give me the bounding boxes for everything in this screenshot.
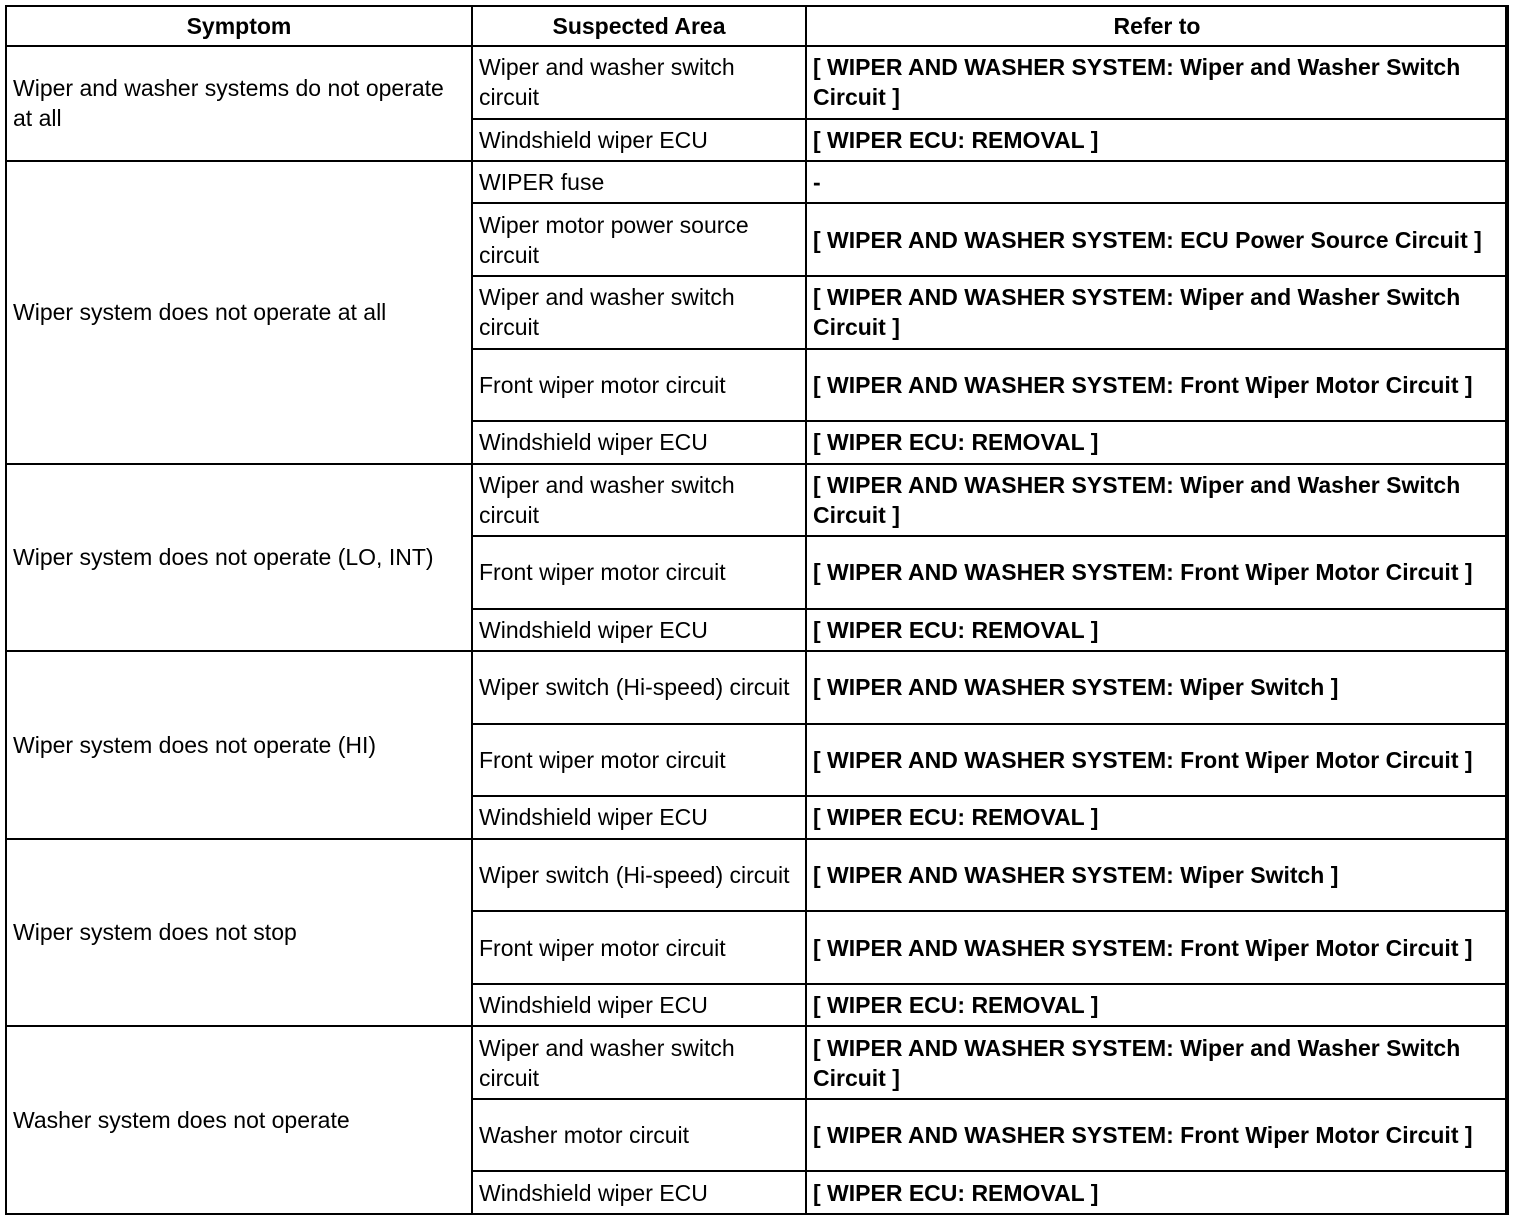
suspected-area-cell: Wiper motor power source circuit (472, 203, 806, 276)
refer-to-cell: [ WIPER ECU: REMOVAL ] (806, 609, 1508, 651)
refer-to-cell: [ WIPER AND WASHER SYSTEM: ECU Power Source Circuit ] (806, 203, 1508, 276)
troubleshooting-table (5, 5, 1509, 1215)
header-suspected-area: Suspected Area (472, 6, 806, 46)
refer-to-cell: [ WIPER AND WASHER SYSTEM: Wiper Switch ] (806, 839, 1508, 912)
refer-to-cell: - (806, 161, 1508, 203)
refer-to-cell: [ WIPER AND WASHER SYSTEM: Wiper and Washer Switch Circuit ] (806, 464, 1508, 537)
suspected-area-cell: Wiper and washer switch circuit (472, 276, 806, 349)
suspected-area-cell: Front wiper motor circuit (472, 349, 806, 422)
suspected-area-cell: Windshield wiper ECU (472, 984, 806, 1026)
header-refer-to: Refer to (806, 6, 1508, 46)
refer-to-cell: [ WIPER AND WASHER SYSTEM: Wiper and Washer Switch Circuit ] (806, 276, 1508, 349)
suspected-area-cell: Wiper and washer switch circuit (472, 1026, 806, 1099)
suspected-area-cell: Windshield wiper ECU (472, 119, 806, 161)
refer-to-cell: [ WIPER ECU: REMOVAL ] (806, 1171, 1508, 1214)
refer-to-cell: [ WIPER AND WASHER SYSTEM: Front Wiper Motor Circuit ] (806, 536, 1508, 609)
table-row (6, 161, 1508, 203)
table-row (6, 839, 1508, 912)
suspected-area-cell: WIPER fuse (472, 161, 806, 203)
suspected-area-cell: Windshield wiper ECU (472, 609, 806, 651)
symptom-cell: Wiper system does not operate (HI) (6, 651, 472, 839)
refer-to-cell: [ WIPER ECU: REMOVAL ] (806, 984, 1508, 1026)
header-symptom: Symptom (6, 6, 472, 46)
table-row (6, 1026, 1508, 1099)
refer-to-cell: [ WIPER AND WASHER SYSTEM: Front Wiper Motor Circuit ] (806, 1099, 1508, 1172)
suspected-area-cell: Front wiper motor circuit (472, 724, 806, 797)
symptom-cell: Wiper system does not stop (6, 839, 472, 1027)
refer-to-cell: [ WIPER ECU: REMOVAL ] (806, 421, 1508, 463)
refer-to-cell: [ WIPER AND WASHER SYSTEM: Front Wiper Motor Circuit ] (806, 349, 1508, 422)
header-row (6, 6, 1508, 46)
symptom-cell: Washer system does not operate (6, 1026, 472, 1214)
suspected-area-cell: Front wiper motor circuit (472, 536, 806, 609)
suspected-area-cell: Wiper and washer switch circuit (472, 464, 806, 537)
symptom-cell: Wiper system does not operate at all (6, 161, 472, 464)
suspected-area-cell: Windshield wiper ECU (472, 421, 806, 463)
table-row (6, 464, 1508, 537)
suspected-area-cell: Wiper switch (Hi-speed) circuit (472, 839, 806, 912)
symptom-cell: Wiper and washer systems do not operate at all (6, 46, 472, 161)
refer-to-cell: [ WIPER AND WASHER SYSTEM: Front Wiper Motor Circuit ] (806, 724, 1508, 797)
table-row (6, 46, 1508, 119)
refer-to-cell: [ WIPER ECU: REMOVAL ] (806, 119, 1508, 161)
refer-to-cell: [ WIPER AND WASHER SYSTEM: Wiper and Washer Switch Circuit ] (806, 1026, 1508, 1099)
suspected-area-cell: Windshield wiper ECU (472, 796, 806, 838)
suspected-area-cell: Wiper and washer switch circuit (472, 46, 806, 119)
suspected-area-cell: Wiper switch (Hi-speed) circuit (472, 651, 806, 724)
suspected-area-cell: Front wiper motor circuit (472, 911, 806, 984)
symptom-cell: Wiper system does not operate (LO, INT) (6, 464, 472, 652)
refer-to-cell: [ WIPER AND WASHER SYSTEM: Front Wiper Motor Circuit ] (806, 911, 1508, 984)
refer-to-cell: [ WIPER AND WASHER SYSTEM: Wiper and Washer Switch Circuit ] (806, 46, 1508, 119)
suspected-area-cell: Windshield wiper ECU (472, 1171, 806, 1214)
table-row (6, 651, 1508, 724)
refer-to-cell: [ WIPER AND WASHER SYSTEM: Wiper Switch ] (806, 651, 1508, 724)
refer-to-cell: [ WIPER ECU: REMOVAL ] (806, 796, 1508, 838)
suspected-area-cell: Washer motor circuit (472, 1099, 806, 1172)
